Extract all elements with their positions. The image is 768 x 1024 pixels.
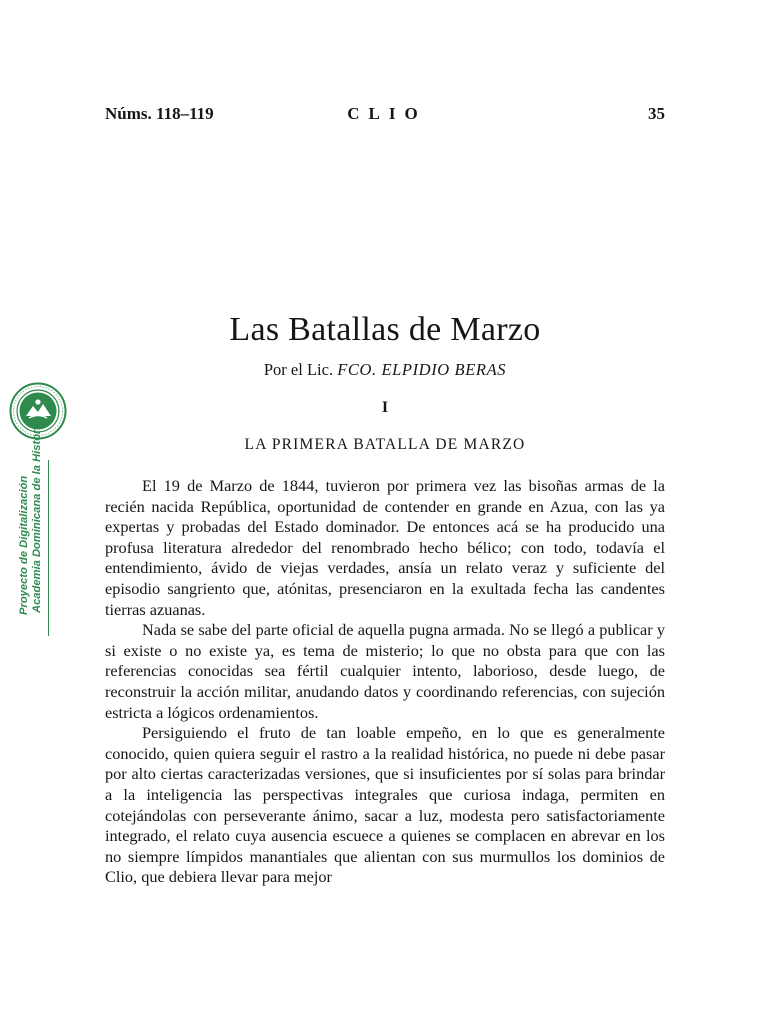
article-title: Las Batallas de Marzo	[229, 311, 541, 348]
author-name: FCO. ELPIDIO BERAS	[337, 360, 507, 379]
section-title: LA PRIMERA BATALLA DE MARZO	[244, 436, 526, 453]
journal-name: CLIO	[347, 104, 427, 123]
digitization-watermark	[18, 355, 44, 615]
byline-prefix: Por el Lic.	[263, 360, 334, 379]
watermark-line-academy: Academia Dominicana de la Historia	[31, 420, 43, 613]
article-body	[105, 476, 665, 888]
paragraph: Nada se sabe del parte oficial de aquella pugna armada. No se llegó a publicar y si existe o no existe ya, es tema de misterio; lo que no obsta para que con las referencias conocidas sea fértil cualquier intento, laborioso, desde luego, de reconstruir la acción militar, anudando datos y coordinando referencias, con sujeción estricta a lógicos ordenamientos.	[105, 620, 665, 722]
page-number: 35	[648, 104, 665, 123]
paragraph: Persiguiendo el fruto de tan loable empeño, en lo que es generalmente conocido, quien quiera seguir el rastro a la realidad histórica, no puede ni debe pasar por alto ciertas caracterizadas versiones, que si insuficientes por sí solas para brindar a la inteligencia las perspectivas integrales que curiosa indaga, permiten en cotejándolas con perseverante ánimo, sacar a luz, modesta pero satisfactoriamente integrado, el relato cuya ausencia escuece a quienes se complacen en abrevar en los no siempre límpidos manantiales que alientan con sus murmullos los dominios de Clio, que debiera llevar para mejor	[105, 723, 665, 887]
watermark-rule	[48, 460, 49, 636]
running-head	[105, 104, 665, 128]
watermark-line-project: Proyecto de Digitalización	[18, 475, 30, 615]
byline	[105, 359, 665, 381]
paragraph: El 19 de Marzo de 1844, tuvieron por primera vez las bisoñas armas de la recién nacida República, oportunidad de contender en grande en Azua, con las ya expertas y probadas del Estado dominador. De entonces acá se ha producido una profusa literatura alrededor del renombrado hecho bélico; con todo, todavía el entendimiento, ávido de viejas verdades, ansía un relato veraz y suficiente del episodio sangriento que, atónitas, presenciaron en la exultada fecha las candentes tierras azuanas.	[105, 476, 665, 619]
section-number: I	[381, 399, 389, 416]
issue-numbers: Núms. 118–119	[105, 104, 214, 123]
